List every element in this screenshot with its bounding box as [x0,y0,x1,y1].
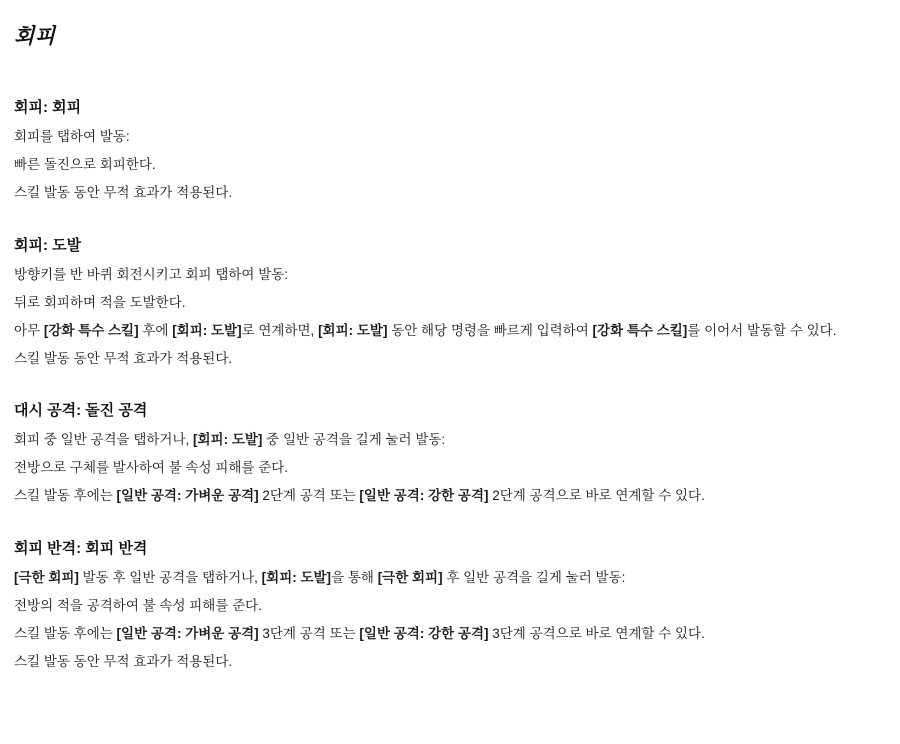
section-line: 회피를 탭하여 발동: [14,129,130,144]
section-line: 스킬 발동 후에는 [일반 공격: 가벼운 공격] 2단계 공격 또는 [일반 공격: 강한 공격] 2단계 공격으로 바로 연계할 수 있다. [14,488,705,504]
section-line: 스킬 발동 동안 무적 효과가 적용된다. [14,653,233,669]
section-line: 스킬 발동 동안 무적 효과가 적용된다. [14,350,233,366]
section-line: 회피 중 일반 공격을 탭하거나, [회피: 도발] 중 일반 공격을 길게 눌러 발동: [14,432,446,448]
skill-section [12,537,888,673]
skill-section [12,96,888,204]
section-line: 아무 [강화 특수 스킬] 후에 [회피: 도발]로 연계하면, [회피: 도발] 동안 해당 명령을 빠르게 입력하여 [강화 특수 스킬]를 이어서 발동할 수 있다. [14,322,837,338]
sections-container [12,96,888,673]
skill-section [12,399,888,507]
page-title: 회피 [14,25,56,48]
skill-section [12,234,888,370]
section-heading: 회피: 도발 [14,236,82,254]
section-line: 스킬 발동 동안 무적 효과가 적용된다. [14,184,233,200]
section-line: 빠른 돌진으로 회피한다. [14,156,156,172]
section-line: 전방으로 구체를 발사하여 불 속성 피해를 준다. [14,460,289,476]
section-line: 스킬 발동 후에는 [일반 공격: 가벼운 공격] 3단계 공격 또는 [일반 공격: 강한 공격] 3단계 공격으로 바로 연계할 수 있다. [14,626,705,642]
section-heading: 대시 공격: 돌진 공격 [14,402,148,420]
section-line: 전방의 적을 공격하여 불 속성 피해를 준다. [14,598,262,614]
section-line: 방향키를 반 바퀴 회전시키고 회피 탭하여 발동: [14,266,289,282]
section-heading: 회피: 회피 [14,99,82,116]
section-line: 뒤로 회피하며 적을 도발한다. [14,294,186,310]
section-line: [극한 회피] 발동 후 일반 공격을 탭하거나, [회피: 도발]을 통해 [극한 회피] 후 일반 공격을 길게 눌러 발동: [14,570,626,586]
section-heading: 회피 반격: 회피 반격 [14,540,148,558]
